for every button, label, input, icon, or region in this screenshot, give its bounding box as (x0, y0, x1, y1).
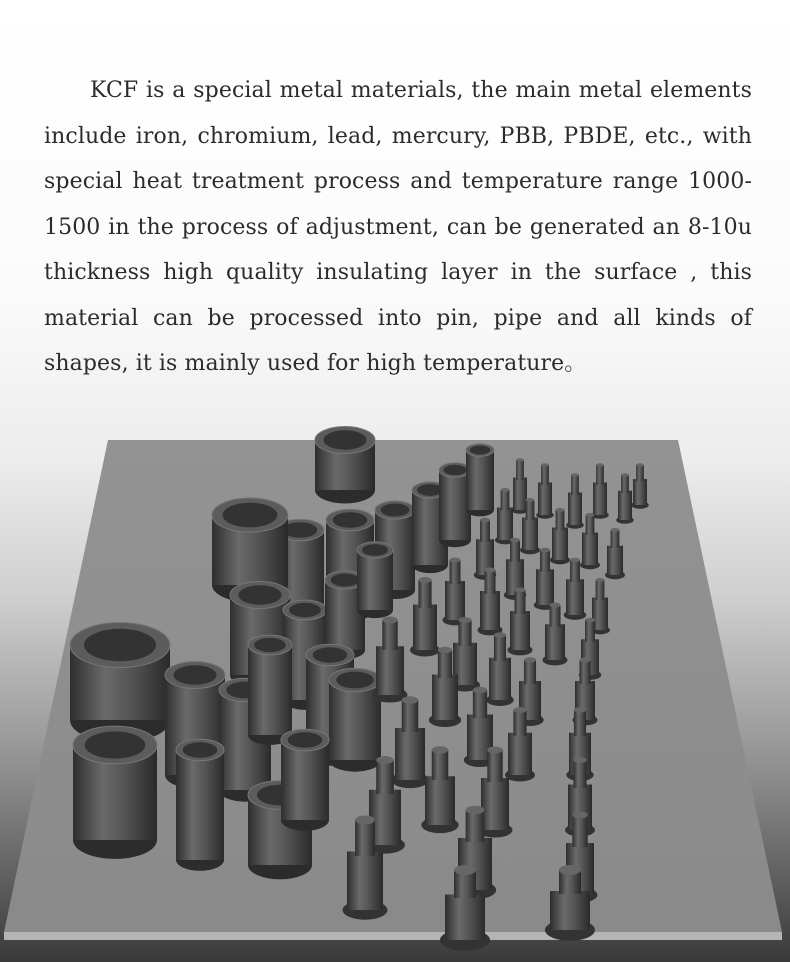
tube-8 (466, 444, 494, 517)
plate-edge (4, 932, 782, 940)
tube-12 (357, 542, 393, 618)
tube-22 (281, 729, 329, 831)
tube-20 (176, 739, 224, 871)
tube-19 (73, 726, 157, 859)
tube-1 (315, 427, 375, 504)
tube-13 (70, 623, 170, 743)
tube-18 (329, 668, 381, 771)
tube-16 (248, 635, 292, 745)
product-photo (0, 420, 790, 962)
product-description: KCF is a special metal materials, the main metal elements include iron, chromium, lead, mercury, PBB, PBDE, etc., with special heat treatment process and temperature range 1000-1500 in the process of adjustment, can be generated an 8-10u thickness high quality insulating layer in the surface , this material can be processed into pin, pipe and all kinds of shapes, it is mainly used for high temperature。 (44, 78, 752, 376)
